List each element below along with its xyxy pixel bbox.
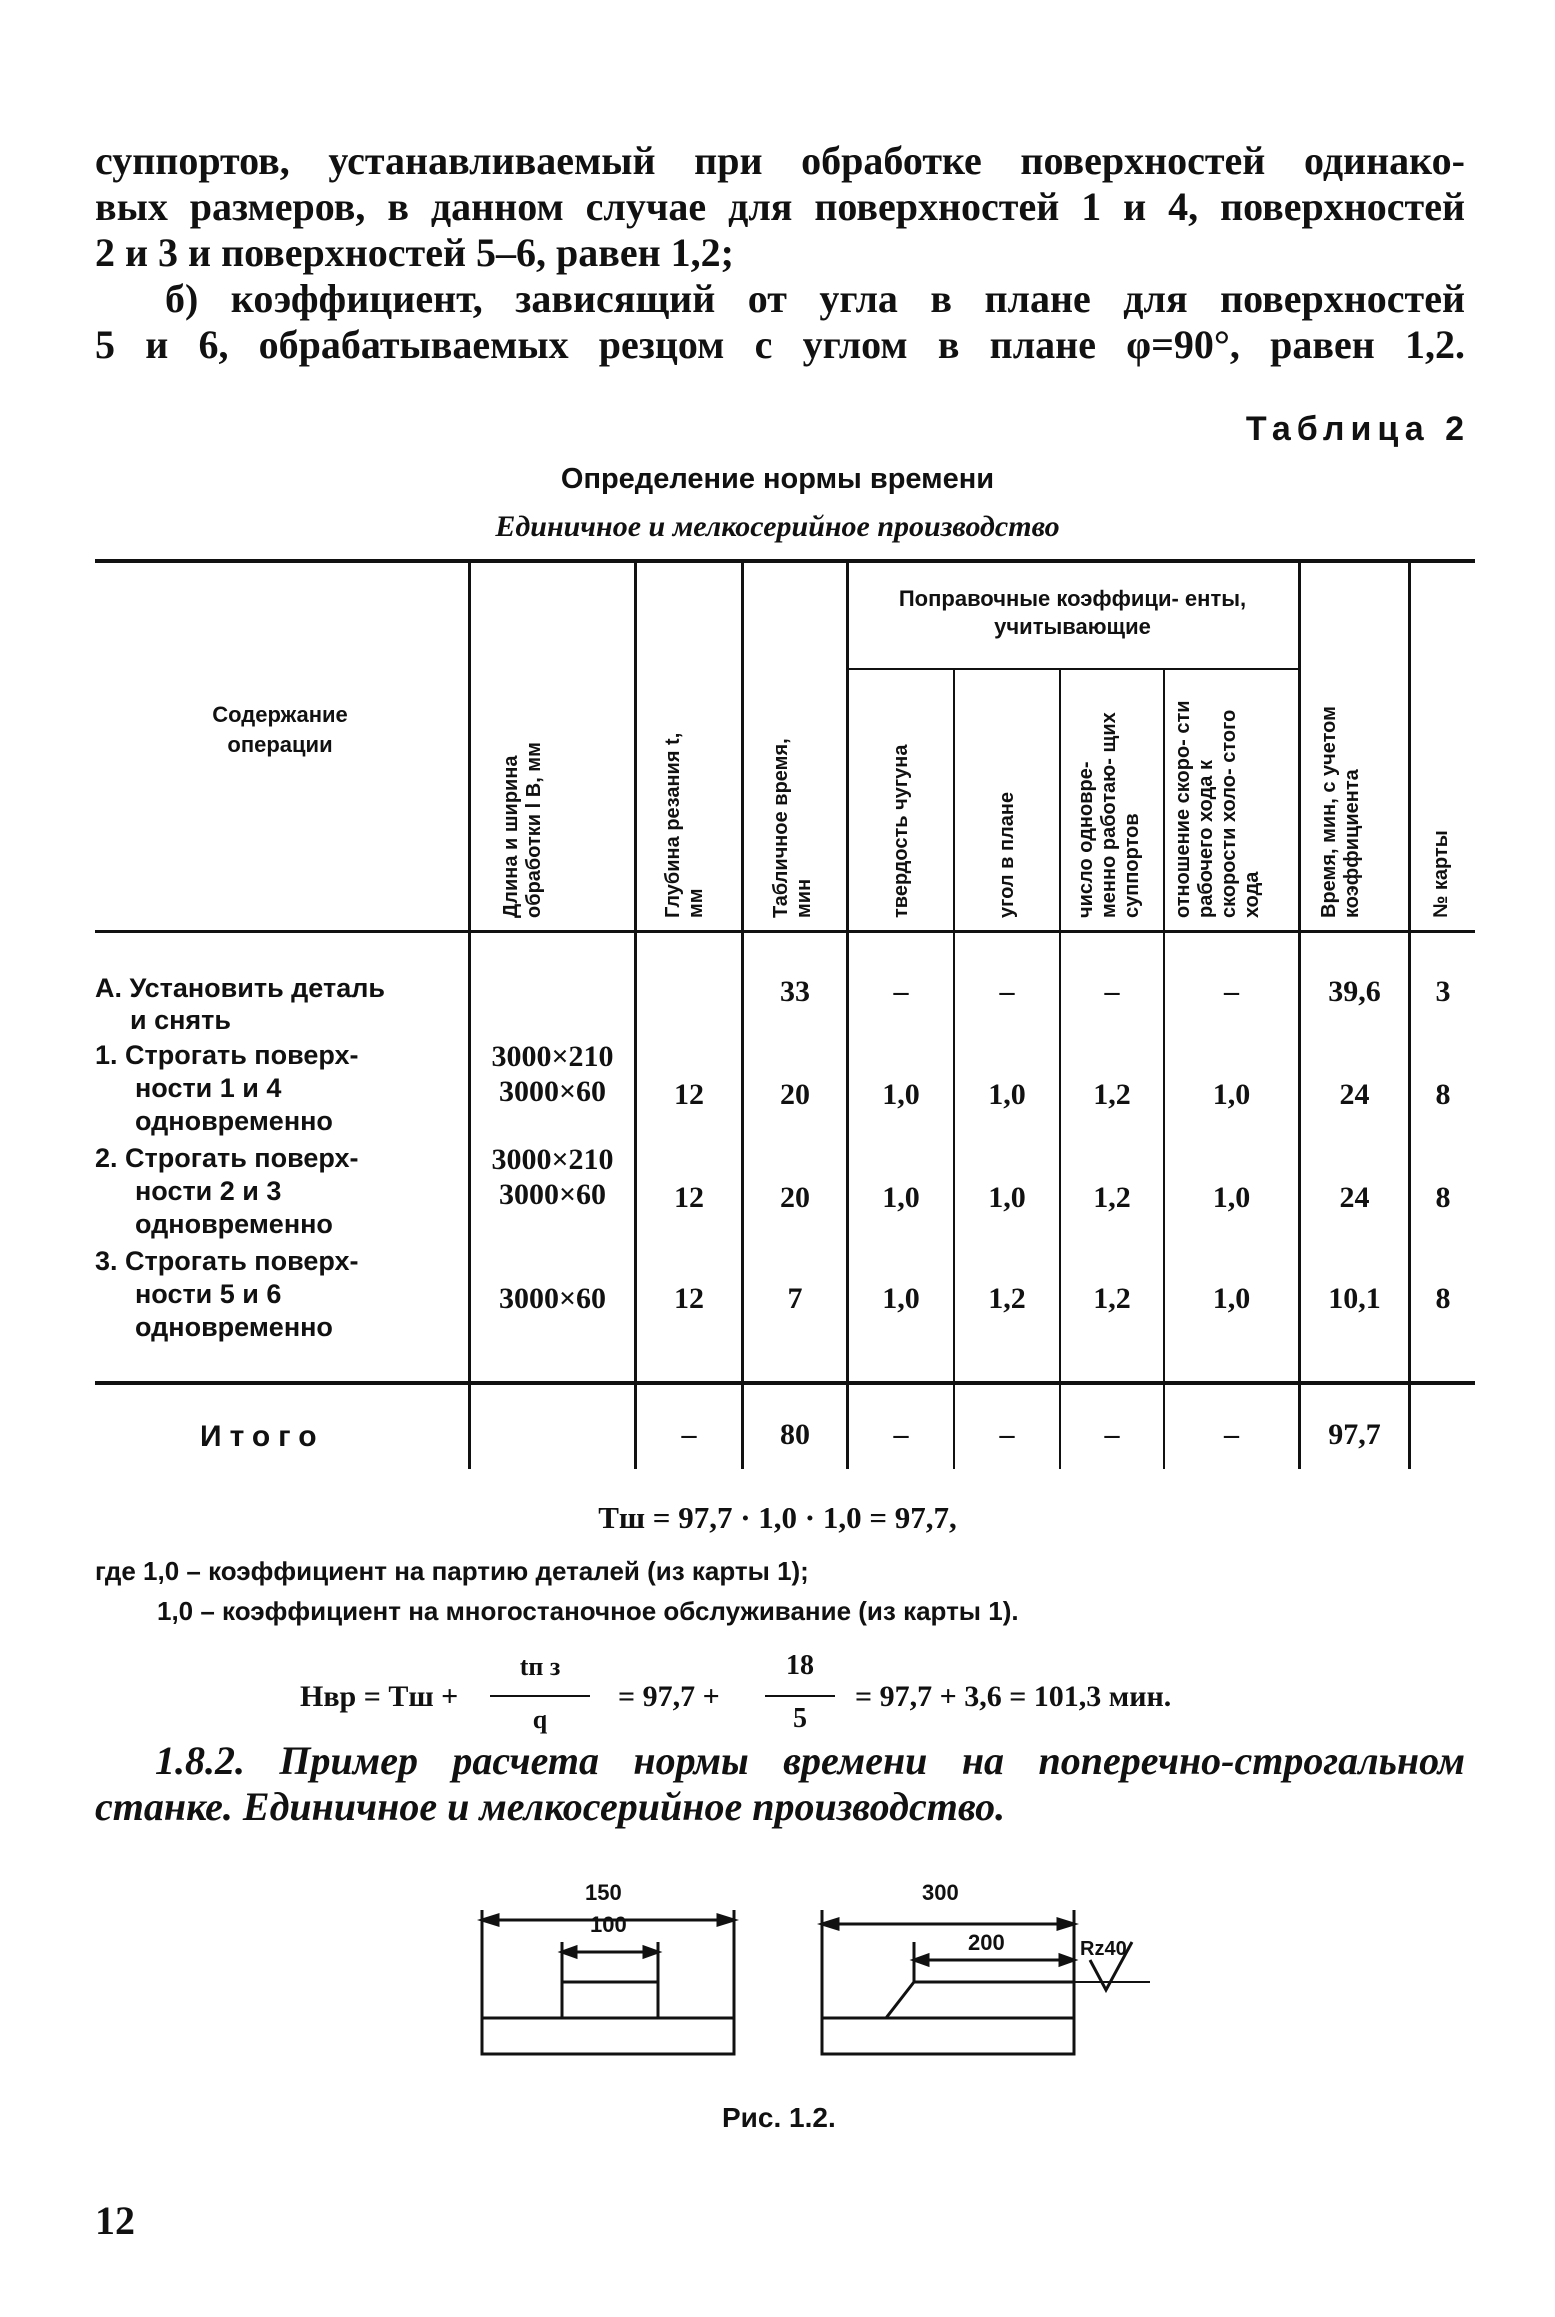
example-line-1: 1.8.2. Пример расчета нормы времени на поперечно-строгальном	[155, 1738, 1465, 1783]
row-1-ratio: 1,0	[1212, 1078, 1251, 1111]
hvr-frac2-num: 18	[786, 1650, 814, 1681]
total-table-time: 80	[780, 1418, 810, 1451]
row-a-time-coef: 39,6	[1328, 975, 1381, 1008]
row-3-content-1: 3. Строгать поверх-	[95, 1246, 359, 1276]
row-2-size-1: 3000×210	[491, 1143, 614, 1176]
row-2-size-2: 3000×60	[498, 1178, 607, 1211]
row-1-card: 8	[1435, 1078, 1451, 1111]
row-3-card: 8	[1435, 1282, 1451, 1315]
total-time-coef: 97,7	[1328, 1418, 1381, 1451]
figure-caption: Рис. 1.2.	[722, 2102, 836, 2133]
hvr-left: Hвр = Tш +	[300, 1680, 459, 1713]
table-top-rule	[95, 559, 1475, 563]
header-size: Длина и ширина обработки l B, мм	[500, 742, 545, 918]
page-number: 12	[95, 2198, 135, 2243]
hvr-frac1-num: tп з	[519, 1652, 561, 1681]
body-bottom-rule	[95, 1381, 1475, 1385]
figure-right-part	[810, 1880, 1170, 2060]
row-1-size-2: 3000×60	[498, 1075, 607, 1108]
row-2-time-coef: 24	[1339, 1181, 1370, 1214]
total-label: Итого	[200, 1420, 325, 1453]
row-1-time-coef: 24	[1339, 1078, 1370, 1111]
dim-150: 150	[585, 1880, 622, 1905]
hvr-right: = 97,7 + 3,6 = 101,3 мин.	[855, 1680, 1172, 1713]
col-rule-2	[634, 563, 637, 1469]
row-2-hardness: 1,0	[882, 1181, 920, 1214]
row-a-card: 3	[1435, 975, 1451, 1008]
row-1-hardness: 1,0	[882, 1078, 920, 1111]
hvr-frac2-bar	[765, 1695, 835, 1697]
header-hardness: твердость чугуна	[890, 744, 912, 918]
total-hardness: –	[893, 1418, 909, 1451]
row-2-content-3: одновременно	[135, 1209, 333, 1239]
intro-line-5: 5 и 6, обрабатываемых резцом с углом в плане φ=90°, равен 1,2.	[95, 322, 1465, 367]
row-1-angle: 1,0	[988, 1078, 1026, 1111]
row-2-card: 8	[1435, 1181, 1451, 1214]
col-rule-6	[1059, 670, 1061, 1469]
col-rule-7	[1163, 670, 1165, 1469]
row-2-depth: 12	[674, 1181, 704, 1214]
header-table-time: Табличное время, мин	[770, 738, 815, 918]
total-angle: –	[999, 1418, 1015, 1451]
row-1-content-text: 1. Строгать поверх-	[95, 1040, 359, 1070]
row-3-size-1: 3000×60	[498, 1282, 607, 1315]
row-3-depth: 12	[674, 1282, 704, 1315]
row-3-table-time: 7	[787, 1282, 803, 1315]
row-1-size-1: 3000×210	[491, 1040, 614, 1073]
col-rule-4	[846, 563, 849, 1469]
row-3-ratio: 1,0	[1212, 1282, 1251, 1315]
col-rule-5	[953, 670, 955, 1469]
col-rule-3	[741, 563, 744, 1469]
row-2-content-2: ности 2 и 3	[135, 1176, 282, 1206]
col-rule-1	[468, 563, 471, 1469]
row-3-time-coef: 10,1	[1328, 1282, 1381, 1315]
header-time-coef: Время, мин, с учетом коэффициента	[1318, 706, 1363, 918]
row-1-table-time: 20	[780, 1078, 810, 1111]
formula-where-2: 1,0 – коэффициент на многостаночное обслуживание (из карты 1).	[157, 1596, 1019, 1626]
row-a-angle: –	[999, 975, 1015, 1008]
header-depth: Глубина резания t, мм	[662, 732, 707, 918]
formula-where-1: где 1,0 – коэффициент на партию деталей (из карты 1);	[95, 1556, 809, 1586]
table-label: Таблица 2	[1245, 410, 1470, 448]
row-2-content-1: 2. Строгать поверх-	[95, 1143, 359, 1173]
intro-line-3: 2 и 3 и поверхностей 5–6, равен 1,2;	[95, 230, 734, 275]
row-1-simult: 1,2	[1093, 1078, 1131, 1111]
row-1-content-3: одновременно	[135, 1106, 333, 1136]
figure-left-part	[470, 1880, 750, 2060]
row-3-content-3: одновременно	[135, 1312, 333, 1342]
dim-200: 200	[968, 1930, 1005, 1955]
total-depth: –	[681, 1418, 697, 1451]
total-simult: –	[1104, 1418, 1120, 1451]
dim-300: 300	[922, 1880, 959, 1905]
row-a-table-time: 33	[780, 975, 810, 1008]
row-3-angle: 1,2	[988, 1282, 1026, 1315]
header-coef-group: Поправочные коэффици- енты, учитывающие	[898, 586, 1247, 639]
intro-line-4: б) коэффициент, зависящий от угла в плане для поверхностей	[165, 276, 1465, 321]
header-ratio: отношение скоро- сти рабочего хода к скорости холо- стого хода	[1172, 700, 1263, 918]
example-heading	[95, 1738, 1465, 1830]
row-3-simult: 1,2	[1093, 1282, 1131, 1315]
row-3-hardness: 1,0	[882, 1282, 920, 1315]
intro-paragraph	[95, 138, 1465, 368]
hvr-frac2-den: 5	[793, 1703, 807, 1734]
hvr-frac1-den: q	[532, 1705, 548, 1734]
dim-100: 100	[590, 1912, 627, 1937]
example-line-2: станке. Единичное и мелкосерийное производство.	[95, 1784, 1006, 1829]
row-2-simult: 1,2	[1093, 1181, 1131, 1214]
header-card: № карты	[1430, 830, 1452, 918]
row-a-content-1: А. Установить деталь	[95, 973, 385, 1003]
row-2-ratio: 1,0	[1212, 1181, 1251, 1214]
col-rule-8	[1298, 563, 1301, 1469]
hvr-mid: = 97,7 +	[618, 1680, 720, 1713]
roughness-label: Rz40	[1080, 1938, 1127, 1960]
row-1-content-1	[95, 1040, 463, 1071]
intro-line-1: суппортов, устанавливаемый при обработке поверхностей одинако-	[95, 138, 1465, 183]
row-a-content-2: и снять	[130, 1005, 231, 1035]
col-rule-9	[1408, 563, 1411, 1469]
row-2-table-time: 20	[780, 1181, 810, 1214]
intro-line-2: вых размеров, в данном случае для поверхностей 1 и 4, поверхностей	[95, 184, 1465, 229]
total-ratio: –	[1224, 1418, 1239, 1451]
header-simult: число одновре- менно работаю- щих суппортов	[1075, 712, 1143, 918]
row-1-content-2: ности 1 и 4	[135, 1073, 282, 1103]
row-a-hardness: –	[893, 975, 909, 1008]
row-a-ratio: –	[1224, 975, 1239, 1008]
row-2-angle: 1,0	[988, 1181, 1026, 1214]
formula-tsh: Tш = 97,7 · 1,0 · 1,0 = 97,7,	[598, 1500, 957, 1535]
row-3-content-2: ности 5 и 6	[135, 1279, 282, 1309]
table-subtitle: Единичное и мелкосерийное производство	[495, 510, 1060, 543]
row-1-depth: 12	[674, 1078, 704, 1111]
header-content: Содержание операции	[212, 702, 348, 757]
row-a-simult: –	[1104, 975, 1120, 1008]
hvr-frac1-bar	[490, 1695, 590, 1697]
header-bottom-rule	[95, 930, 1475, 933]
header-angle: угол в плане	[996, 791, 1018, 918]
table-title: Определение нормы времени	[560, 463, 995, 495]
